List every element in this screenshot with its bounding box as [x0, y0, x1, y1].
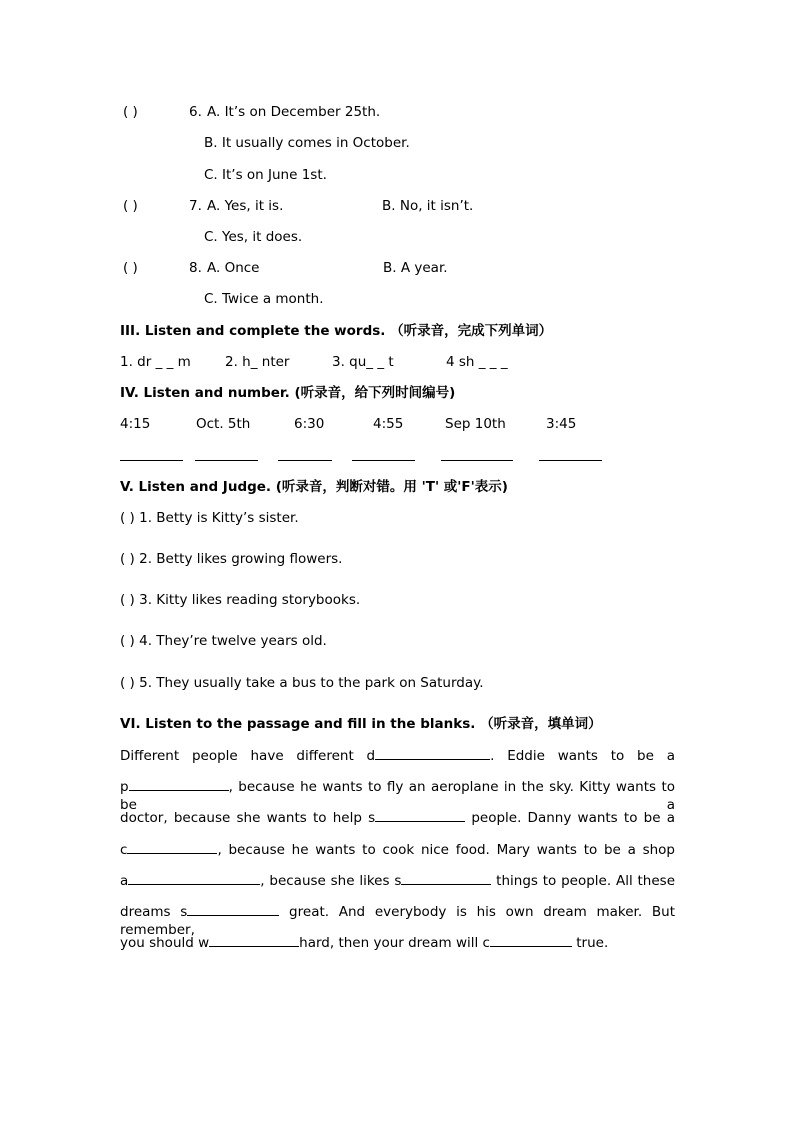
- judge-answer-paren[interactable]: ( ): [120, 510, 135, 526]
- time-answer-blank-2[interactable]: [195, 460, 258, 461]
- section-5-title: V. Listen and Judge. (听录音，判断对错。用 'T' 或'F'表示): [120, 479, 508, 495]
- passage-line-3: doctor, because she wants to help s people. Danny wants to be a: [120, 810, 675, 826]
- q6-option-a: A. It’s on December 25th.: [207, 104, 381, 120]
- passage-line-5: a , because she likes s things to people. All these: [120, 873, 675, 889]
- judge-item-5: [120, 674, 484, 692]
- passage-line-4: c , because he wants to cook nice food. Mary wants to be a shop: [120, 842, 675, 858]
- section-3-word-2[interactable]: 2. h_ nter: [225, 354, 290, 370]
- judge-item-2: [120, 550, 342, 568]
- judge-answer-paren[interactable]: ( ): [120, 551, 135, 567]
- passage-line-6: dreams s great. And everybody is his own dream maker. But remember,: [120, 904, 675, 938]
- q7-number: 7.: [189, 198, 202, 214]
- time-label-4: 4:55: [373, 416, 404, 432]
- blank-cook[interactable]: [127, 840, 217, 854]
- blank-pilot[interactable]: [129, 777, 229, 791]
- judge-statement: 5. They usually take a bus to the park on Saturday.: [139, 675, 484, 691]
- blank-assistant[interactable]: [128, 871, 260, 885]
- judge-statement: 3. Kitty likes reading storybooks.: [139, 592, 361, 608]
- blank-sick[interactable]: [375, 808, 465, 822]
- q8-option-a: A. Once: [207, 260, 260, 276]
- q7-option-a: A. Yes, it is.: [207, 198, 284, 214]
- q8-option-b: B. A year.: [383, 260, 448, 276]
- blank-work[interactable]: [209, 933, 299, 947]
- time-answer-blank-3[interactable]: [278, 460, 332, 461]
- q8-answer-paren[interactable]: ( ): [123, 260, 138, 276]
- passage-line-7: you should w hard, then your dream will c true.: [120, 935, 609, 951]
- judge-answer-paren[interactable]: ( ): [120, 592, 135, 608]
- q7-option-c: C. Yes, it does.: [204, 229, 303, 245]
- time-label-5: Sep 10th: [445, 416, 506, 432]
- passage-line-1: Different people have different d . Eddie wants to be a: [120, 748, 675, 764]
- blank-come[interactable]: [490, 933, 572, 947]
- q6-answer-paren[interactable]: ( ): [123, 104, 138, 120]
- q7-answer-paren[interactable]: ( ): [123, 198, 138, 214]
- judge-item-1: [120, 509, 299, 527]
- judge-item-4: [120, 632, 327, 650]
- section-4-title: IV. Listen and number. (听录音，给下列时间编号): [120, 385, 456, 401]
- section-3-word-3[interactable]: 3. qu_ _ t: [332, 354, 394, 370]
- judge-item-3: [120, 591, 360, 609]
- time-label-2: Oct. 5th: [196, 416, 251, 432]
- judge-answer-paren[interactable]: ( ): [120, 633, 135, 649]
- section-6-title: VI. Listen to the passage and fill in the blanks. （听录音，填单词）: [120, 716, 602, 732]
- q6-option-c: C. It’s on June 1st.: [204, 167, 327, 183]
- judge-answer-paren[interactable]: ( ): [120, 675, 135, 691]
- time-answer-blank-1[interactable]: [120, 460, 183, 461]
- section-3-word-4[interactable]: 4 sh _ _ _: [446, 354, 508, 370]
- section-3-word-1[interactable]: 1. dr _ _ m: [120, 354, 191, 370]
- q8-number: 8.: [189, 260, 202, 276]
- time-answer-blank-4[interactable]: [352, 460, 415, 461]
- judge-statement: 1. Betty is Kitty’s sister.: [139, 510, 299, 526]
- blank-sound[interactable]: [187, 902, 279, 916]
- time-answer-blank-6[interactable]: [539, 460, 602, 461]
- q6-number: 6.: [189, 104, 202, 120]
- time-label-3: 6:30: [294, 416, 325, 432]
- q8-option-c: C. Twice a month.: [204, 291, 324, 307]
- blank-selling[interactable]: [401, 871, 491, 885]
- q7-option-b: B. No, it isn’t.: [382, 198, 474, 214]
- passage-line-2: p , because he wants to fly an aeroplane in the sky. Kitty wants to be a: [120, 779, 675, 813]
- time-label-6: 3:45: [546, 416, 577, 432]
- time-answer-blank-5[interactable]: [441, 460, 513, 461]
- judge-statement: 4. They’re twelve years old.: [139, 633, 327, 649]
- q6-option-b: B. It usually comes in October.: [204, 135, 410, 151]
- time-label-1: 4:15: [120, 416, 151, 432]
- blank-dreams[interactable]: [375, 746, 490, 760]
- judge-statement: 2. Betty likes growing flowers.: [139, 551, 343, 567]
- section-3-title: III. Listen and complete the words. （听录音，完成下列单词）: [120, 323, 553, 339]
